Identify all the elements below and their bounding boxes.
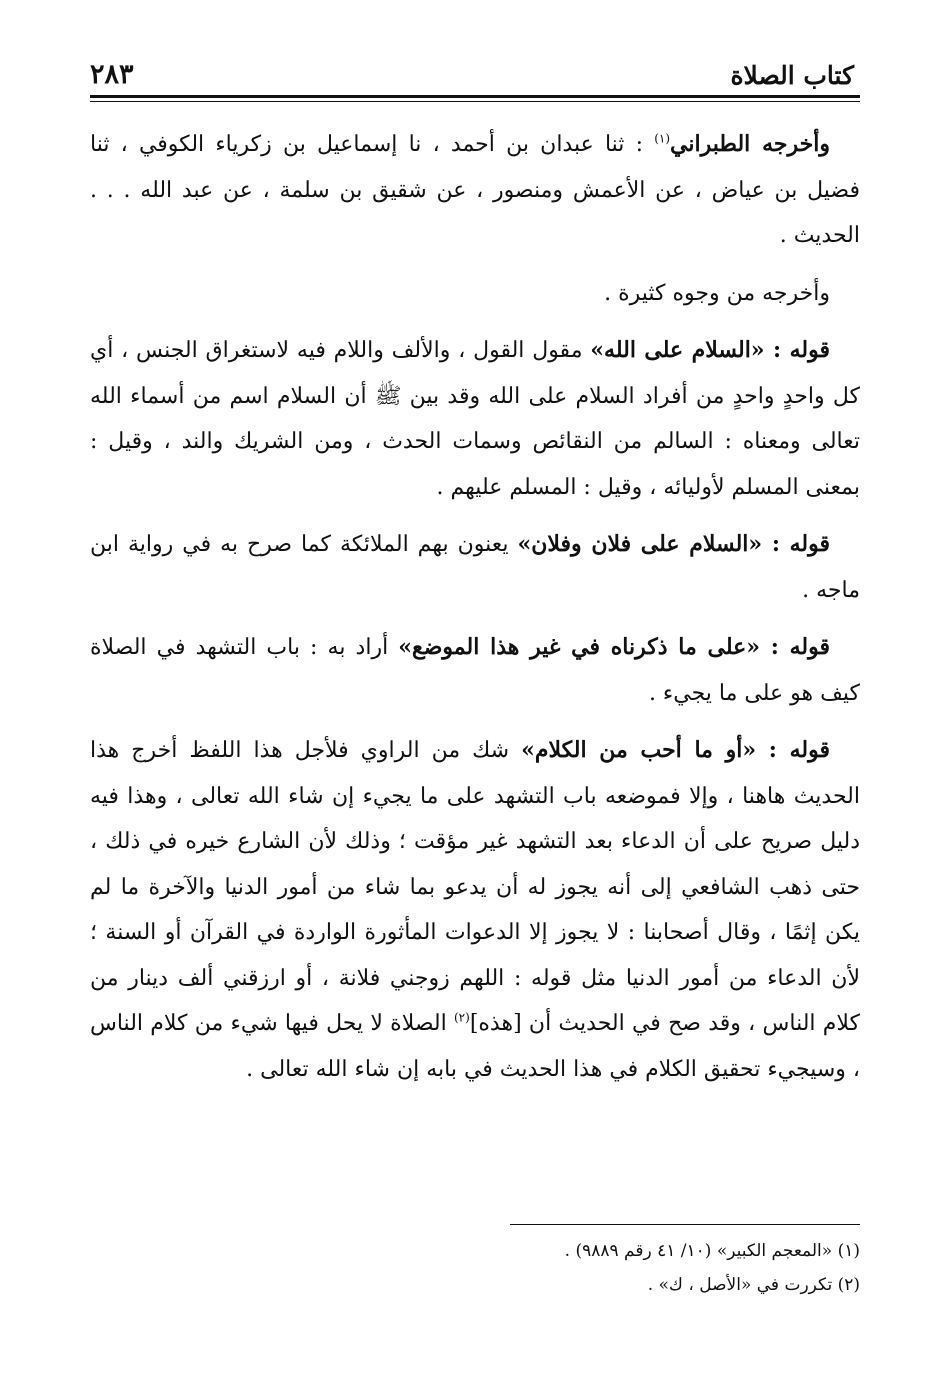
footnote-separator xyxy=(510,1224,860,1225)
footnotes xyxy=(90,1234,860,1302)
main-text xyxy=(90,122,860,1104)
paragraph-other-routes xyxy=(90,271,860,317)
header-rule-thin xyxy=(90,101,860,102)
paragraph-lead: قوله : «السلام على فلان وفلان» xyxy=(517,531,830,557)
header-rule-thick xyxy=(90,95,860,98)
paragraph-lead: قوله : «السلام على الله» xyxy=(590,337,830,363)
footnote-1: (١) «المعجم الكبير» (١٠/ ٤١ رقم ٩٨٨٩) . xyxy=(564,1241,860,1261)
footnote-mark: (١) xyxy=(654,131,671,146)
paragraph-text: يعنون بهم الملائكة كما صرح به في رواية ابن ماجه . xyxy=(90,532,860,603)
footnote-2: (٢) تكررت في «الأصل ، ك» . xyxy=(647,1275,860,1295)
paragraph-lead: قوله : «على ما ذكرناه في غير هذا الموضع» xyxy=(398,634,830,660)
page-number: ٢٨٣ xyxy=(90,59,134,90)
paragraph-text: مقول القول ، والألف واللام فيه لاستغراق الجنس ، أي كل واحدٍ واحدٍ من أفراد السلام على الله وقد بين ﷺ أن السلام اسم من أسماء الله تعالى ومعناه : السالم من النقائص وسمات الحدث ، ومن الشريك والند ، وقيل : بمعنى المسلم لأوليائه ، وقيل : المسلم عليهم . xyxy=(90,338,860,500)
paragraph-text-continued: الصلاة لا يحل فيها شيء من كلام الناس ، وسيجيء تحقيق الكلام في هذا الحديث في بابه إن شاء الله تعالى . xyxy=(90,1011,860,1082)
footnote-mark: (٢) xyxy=(453,1010,470,1025)
paragraph-text: وأخرجه من وجوه كثيرة . xyxy=(604,280,830,306)
paragraph-text: : ثنا عبدان بن أحمد ، نا إسماعيل بن زكرياء الكوفي ، ثنا فضيل بن عياض ، عن الأعمش ومنصور ، عن شقيق بن سلمة ، عن عبد الله . . . الحديث . xyxy=(90,132,860,248)
paragraph-lead: قوله : «أو ما أحب من الكلام» xyxy=(521,737,830,763)
paragraph-tabarani xyxy=(90,122,860,259)
paragraph-lead: وأخرجه الطبراني xyxy=(670,131,830,157)
running-title: كتاب الصلاة xyxy=(730,61,854,90)
paragraph-aw-ma-ahabb xyxy=(90,728,860,1092)
paragraph-salam-ala-allah xyxy=(90,328,860,510)
paragraph-ala-ma-dhakarnahu xyxy=(90,625,860,716)
page-header xyxy=(90,50,854,90)
paragraph-text: شك من الراوي فلأجل هذا اللفظ أخرج هذا الحديث هاهنا ، وإلا فموضعه باب التشهد على ما يجيء إن شاء الله تعالى ، وهذا فيه دليل صريح على أن الدعاء بعد التشهد غير مؤقت ؛ وذلك لأن الشارع خيره في ذلك ، حتى ذهب الشافعي إلى أنه يجوز له أن يدعو بما شاء من أمور الدنيا والآخرة ما لم يكن إثمًا ، وقال أصحابنا : لا يجوز إلا الدعوات المأثورة الواردة في القرآن أو السنة ؛ لأن الدعاء من أمور الدنيا مثل قوله : اللهم زوجني فلانة ، أو ارزقني ألف دينار من كلام الناس ، وقد صح في الحديث أن [هذه] xyxy=(90,738,860,1036)
paragraph-salam-ala-fulan xyxy=(90,522,860,613)
paragraph-text: أراد به : باب التشهد في الصلاة كيف هو على ما يجيء . xyxy=(90,635,860,706)
